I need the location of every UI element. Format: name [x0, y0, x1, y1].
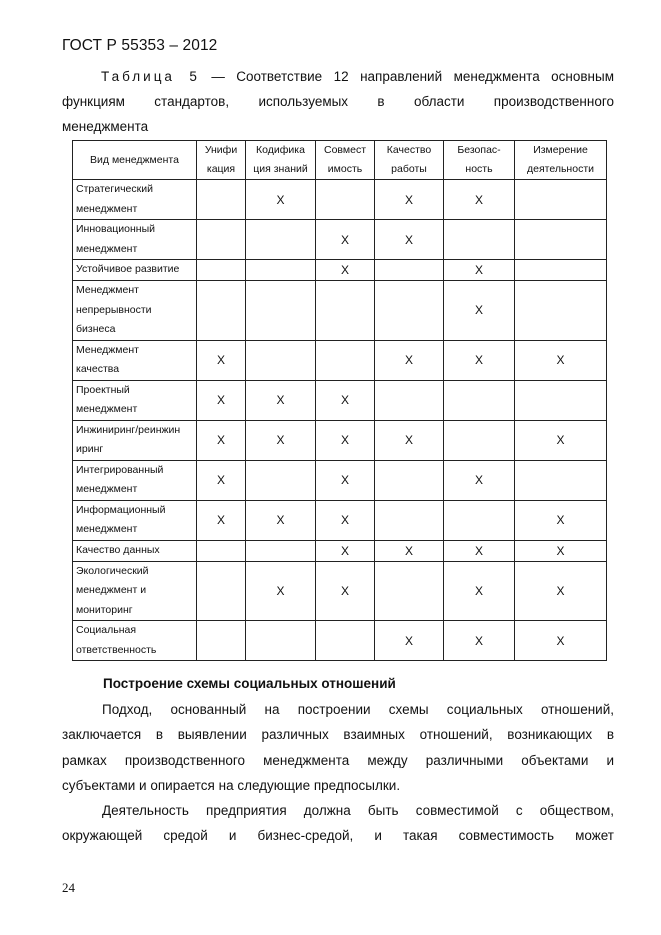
function-mark-cell	[515, 380, 607, 420]
function-mark-cell: X	[316, 500, 375, 540]
function-mark-cell: X	[375, 420, 444, 460]
function-mark-cell: X	[197, 460, 246, 500]
table-row	[73, 220, 607, 260]
column-header	[444, 141, 515, 180]
table-row	[73, 340, 607, 380]
function-mark-cell	[246, 621, 316, 661]
table-row	[73, 420, 607, 460]
function-mark-cell	[316, 621, 375, 661]
function-mark-cell	[246, 281, 316, 341]
management-type-line: Инжиниринг/реинжин	[76, 423, 181, 436]
function-mark-cell	[197, 220, 246, 260]
column-header	[197, 141, 246, 180]
function-mark-cell: X	[316, 460, 375, 500]
function-mark-cell: X	[375, 340, 444, 380]
management-type-cell	[73, 621, 197, 661]
paragraph-2	[62, 798, 614, 849]
section-title: Построение схемы социальных отношений	[103, 676, 396, 691]
management-type-line: Качество данных	[76, 543, 160, 556]
table-row	[73, 500, 607, 540]
function-mark-cell	[197, 180, 246, 220]
function-mark-cell	[246, 260, 316, 281]
function-mark-cell: X	[316, 540, 375, 561]
function-mark-cell	[444, 380, 515, 420]
function-mark-cell: X	[246, 500, 316, 540]
function-mark-cell: X	[375, 220, 444, 260]
column-header-line: Безопас-	[457, 144, 501, 156]
column-header-line: ность	[465, 163, 493, 175]
column-header-line: Измерение	[533, 144, 588, 156]
column-header-line: ция знаний	[253, 163, 308, 175]
function-mark-cell	[515, 460, 607, 500]
paragraph-1-line-1: Подход, основанный на построении схемы социальных отношений,	[102, 702, 614, 717]
function-mark-cell: X	[444, 621, 515, 661]
management-type-cell	[73, 500, 197, 540]
function-mark-cell: X	[515, 340, 607, 380]
management-type-line: Менеджмент	[76, 343, 139, 356]
management-type-cell	[73, 561, 197, 621]
table-row	[73, 561, 607, 621]
table-row	[73, 180, 607, 220]
management-type-line: менеджмент	[76, 242, 138, 255]
table-row	[73, 460, 607, 500]
management-type-line: Стратегический	[76, 183, 153, 195]
caption-line-3: менеджмента	[62, 119, 149, 134]
function-mark-cell	[246, 460, 316, 500]
management-type-cell	[73, 380, 197, 420]
function-mark-cell: X	[246, 380, 316, 420]
function-mark-cell	[197, 281, 246, 341]
function-mark-cell: X	[197, 380, 246, 420]
function-mark-cell: X	[316, 380, 375, 420]
function-mark-cell	[197, 561, 246, 621]
function-mark-cell	[197, 540, 246, 561]
paragraph-1-line-2: заключается в выявлении различных взаимных отношений, возникающих в	[62, 727, 614, 743]
function-mark-cell: X	[444, 340, 515, 380]
function-mark-cell: X	[316, 260, 375, 281]
paragraph-1	[62, 697, 614, 798]
function-mark-cell	[375, 561, 444, 621]
function-mark-cell: X	[515, 420, 607, 460]
management-type-line: Менеджмент	[76, 284, 139, 296]
management-type-line: иринг	[76, 443, 104, 455]
function-mark-cell: X	[444, 561, 515, 621]
caption-line-2: функциям стандартов, используемых в области производственного	[62, 94, 614, 109]
function-mark-cell	[515, 220, 607, 260]
function-mark-cell	[246, 340, 316, 380]
function-mark-cell: X	[316, 561, 375, 621]
function-mark-cell	[444, 420, 515, 460]
management-type-line: менеджмент	[76, 523, 138, 535]
management-type-line: Инновационный	[76, 223, 156, 235]
table-row	[73, 380, 607, 420]
function-mark-cell: X	[444, 460, 515, 500]
function-mark-cell	[316, 180, 375, 220]
function-mark-cell: X	[246, 180, 316, 220]
management-type-cell	[73, 420, 197, 460]
management-type-line: Экологический	[76, 564, 149, 577]
management-type-line: менеджмент	[76, 202, 138, 215]
column-header-line: кация	[206, 163, 236, 175]
management-type-line: Интегрированный	[76, 463, 164, 476]
column-header	[316, 141, 375, 180]
column-header-line: Кодифика	[256, 144, 305, 156]
paragraph-2-line-1: Деятельность предприятия должна быть совместимой с обществом,	[102, 803, 614, 818]
function-mark-cell	[515, 281, 607, 341]
function-mark-cell: X	[444, 180, 515, 220]
function-mark-cell: X	[316, 420, 375, 460]
paragraph-1-line-3: рамках производственного менеджмента между различными объектами и	[62, 752, 614, 768]
function-mark-cell	[197, 260, 246, 281]
table-row	[73, 540, 607, 561]
column-header	[73, 141, 197, 180]
management-type-line: мониторинг	[76, 603, 133, 616]
management-type-cell	[73, 540, 197, 561]
function-mark-cell: X	[246, 561, 316, 621]
document-header: ГОСТ Р 55353 – 2012	[62, 37, 218, 54]
management-type-line: Проектный	[76, 383, 130, 396]
function-mark-cell	[375, 281, 444, 341]
management-type-cell	[73, 281, 197, 341]
function-mark-cell	[246, 540, 316, 561]
function-mark-cell	[515, 180, 607, 220]
management-type-line: Информационный	[76, 503, 166, 516]
function-mark-cell	[246, 220, 316, 260]
paragraph-1-line-4: субъектами и опирается на следующие предпосылки.	[62, 777, 401, 793]
table-row	[73, 281, 607, 341]
management-type-line: менеджмент и	[76, 584, 147, 596]
function-mark-cell	[515, 260, 607, 281]
function-mark-cell: X	[197, 340, 246, 380]
caption-line-1	[62, 64, 614, 89]
column-header-line: Унифи	[204, 144, 238, 156]
function-mark-cell	[197, 621, 246, 661]
management-type-line: менеджмент	[76, 403, 138, 415]
function-mark-cell: X	[444, 260, 515, 281]
function-mark-cell: X	[515, 540, 607, 561]
caption-text-1: — Соответствие 12 направлений менеджмента основным	[199, 69, 614, 84]
function-mark-cell: X	[375, 180, 444, 220]
management-type-line: ответственность	[76, 643, 157, 656]
function-mark-cell: X	[444, 540, 515, 561]
column-header-line: Совмест	[324, 144, 366, 156]
management-type-line: непрерывности	[76, 303, 152, 316]
column-header	[515, 141, 607, 180]
table-row	[73, 621, 607, 661]
management-type-cell	[73, 460, 197, 500]
column-header-line: работы	[391, 163, 427, 175]
function-mark-cell	[444, 220, 515, 260]
function-mark-cell: X	[515, 500, 607, 540]
column-header	[375, 141, 444, 180]
management-type-line: Устойчивое развитие	[76, 263, 180, 276]
management-type-cell	[73, 220, 197, 260]
page-number: 24	[62, 880, 75, 895]
management-type-line: менеджмент	[76, 483, 138, 495]
column-header-line: деятельности	[527, 163, 594, 175]
function-mark-cell	[375, 460, 444, 500]
function-mark-cell	[316, 281, 375, 341]
function-mark-cell: X	[316, 220, 375, 260]
column-header-line: Качество	[386, 144, 432, 156]
management-type-line: бизнеса	[76, 323, 116, 335]
function-mark-cell: X	[197, 420, 246, 460]
function-mark-cell	[375, 500, 444, 540]
function-mark-cell	[375, 380, 444, 420]
paragraph-2-line-2: окружающей средой и бизнес-средой, и такая совместимость может	[62, 828, 614, 844]
function-mark-cell: X	[246, 420, 316, 460]
column-header	[246, 141, 316, 180]
function-mark-cell: X	[444, 281, 515, 341]
table-body	[73, 180, 607, 661]
function-mark-cell	[444, 500, 515, 540]
functions-table	[72, 140, 607, 661]
management-type-line: Социальная	[76, 624, 137, 636]
function-mark-cell: X	[375, 621, 444, 661]
management-type-line: качества	[76, 363, 120, 375]
caption-label: Таблица 5	[101, 69, 200, 84]
function-mark-cell	[375, 260, 444, 281]
function-mark-cell: X	[375, 540, 444, 561]
column-header-line: Вид менеджмента	[90, 153, 179, 166]
table-row	[73, 260, 607, 281]
management-type-cell	[73, 340, 197, 380]
function-mark-cell	[316, 340, 375, 380]
table-caption	[62, 64, 614, 139]
function-mark-cell: X	[515, 621, 607, 661]
management-type-cell	[73, 260, 197, 281]
table-header-row	[73, 141, 607, 180]
function-mark-cell: X	[515, 561, 607, 621]
function-mark-cell: X	[197, 500, 246, 540]
column-header-line: имость	[327, 163, 363, 175]
management-type-cell	[73, 180, 197, 220]
